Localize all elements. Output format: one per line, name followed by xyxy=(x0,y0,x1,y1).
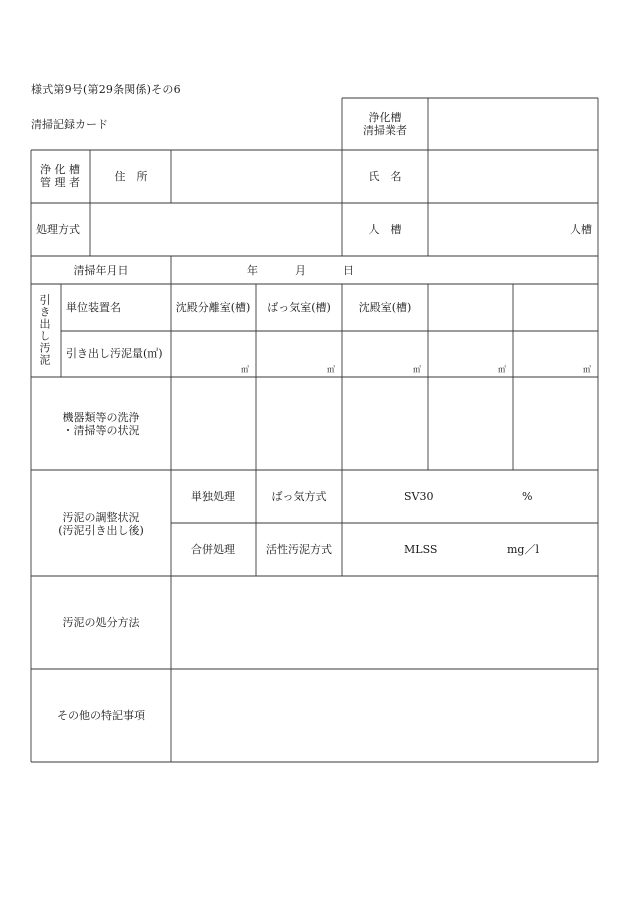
volume-unit-1: ㎥ xyxy=(241,365,249,374)
date-year: 年 xyxy=(247,264,258,277)
volume-unit-4: ㎥ xyxy=(498,365,506,374)
form-number: 様式第9号(第29条関係)その6 xyxy=(31,83,181,96)
volume-unit-2: ㎥ xyxy=(327,365,335,374)
manager-label-line1: 浄 化 槽 xyxy=(40,163,80,176)
sludge-adjust-line1: 汚泥の調整状況 xyxy=(62,511,140,524)
activated-sludge-label: 活性汚泥方式 xyxy=(266,543,332,556)
card-title: 清掃記録カード xyxy=(31,118,108,131)
equipment-cleaning-line1: 機器類等の洗浄 xyxy=(62,411,140,424)
volume-unit-5: ㎥ xyxy=(583,365,591,374)
date-month: 月 xyxy=(295,264,306,277)
device-1: 沈殿分離室(槽) xyxy=(175,301,251,314)
combined-treatment-label: 合併処理 xyxy=(191,543,235,556)
address-value[interactable] xyxy=(173,152,340,201)
cleaning-date-label: 清掃年月日 xyxy=(73,264,129,277)
name-value[interactable] xyxy=(430,152,596,201)
single-treatment-label: 単独処理 xyxy=(191,490,235,503)
other-notes-value[interactable] xyxy=(173,671,596,760)
extraction-group-label: 引き出し汚泥 xyxy=(38,294,51,366)
contractor-label-line2: 清掃業者 xyxy=(363,124,407,137)
unit-device-label: 単位装置名 xyxy=(66,301,121,314)
device-2: ばっ気室(槽) xyxy=(267,301,331,314)
persons-unit: 人槽 xyxy=(570,223,592,236)
treatment-method-value[interactable] xyxy=(92,205,340,254)
treatment-method-label: 処理方式 xyxy=(36,223,80,236)
volume-unit-3: ㎥ xyxy=(413,365,421,374)
name-label: 氏 名 xyxy=(368,170,402,183)
other-notes-label: その他の特記事項 xyxy=(57,709,145,722)
equipment-cleaning-line2: ・清掃等の状況 xyxy=(62,424,140,437)
contractor-value[interactable] xyxy=(430,101,596,148)
sludge-adjust-line2: (汚泥引き出し後) xyxy=(58,524,144,537)
mg-per-l-unit: mg／l xyxy=(507,543,539,556)
device-3: 沈殿室(槽) xyxy=(358,301,412,314)
percent-unit: % xyxy=(522,490,533,503)
sv30-label: SV30 xyxy=(404,490,434,503)
disposal-label: 汚泥の処分方法 xyxy=(62,616,140,629)
persons-label: 人 槽 xyxy=(368,223,402,236)
manager-label-line2: 管 理 者 xyxy=(40,176,80,189)
mlss-label: MLSS xyxy=(404,543,438,556)
date-day: 日 xyxy=(343,264,354,277)
address-label: 住 所 xyxy=(114,170,148,183)
disposal-value[interactable] xyxy=(173,578,596,667)
aeration-method-label: ばっ気方式 xyxy=(271,490,327,503)
sludge-amount-label: 引き出し汚泥量(㎥) xyxy=(66,347,163,360)
contractor-label-line1: 浄化槽 xyxy=(368,111,402,124)
